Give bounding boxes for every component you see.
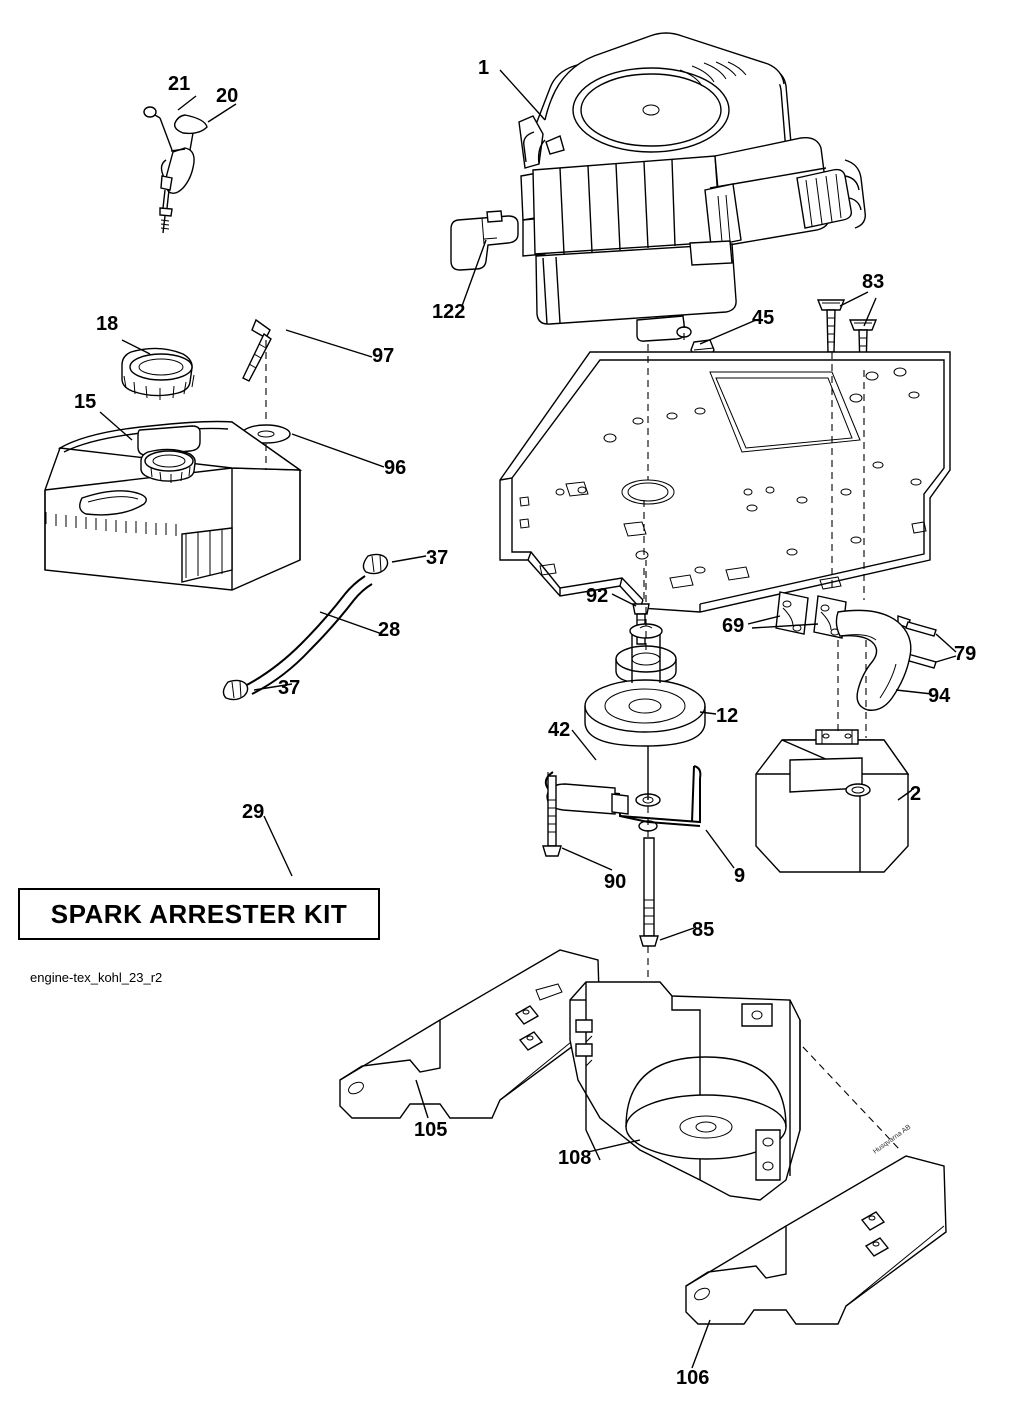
part-42-9-bracket — [546, 766, 701, 831]
part-2-muffler — [756, 730, 908, 872]
fine-print-label: Husqvarna AB — [872, 1123, 913, 1156]
callout-20: 20 — [216, 85, 239, 107]
callout-96: 96 — [384, 457, 407, 479]
callout-28: 28 — [378, 619, 401, 641]
part-12-pulley — [585, 624, 705, 806]
part-engine — [519, 33, 865, 341]
callout-79: 79 — [954, 643, 977, 665]
callout-106: 106 — [676, 1367, 710, 1389]
part-chassis-plate — [500, 352, 950, 612]
part-108-housing — [570, 982, 800, 1200]
callout-85: 85 — [692, 919, 715, 941]
part-85-bolt — [640, 838, 658, 946]
part-18-fuel-cap — [122, 348, 194, 400]
callout-37-lower: 37 — [278, 677, 301, 699]
callout-1: 1 — [478, 57, 490, 79]
callout-29: 29 — [242, 801, 265, 823]
callout-94: 94 — [928, 685, 951, 707]
callout-9: 9 — [734, 865, 746, 887]
callout-37-upper: 37 — [426, 547, 449, 569]
callout-83: 83 — [862, 271, 885, 293]
part-122-bracket — [451, 211, 518, 270]
part-15-fuel-tank — [45, 422, 300, 591]
part-69-gaskets — [776, 592, 846, 638]
callout-69: 69 — [722, 615, 745, 637]
callout-105: 105 — [414, 1119, 448, 1141]
callout-92: 92 — [586, 585, 609, 607]
part-97-screw — [243, 320, 271, 381]
callout-108: 108 — [558, 1147, 592, 1169]
callout-12: 12 — [716, 705, 739, 727]
part-105-shield — [340, 950, 600, 1118]
callout-15: 15 — [74, 391, 97, 413]
callout-2: 2 — [910, 783, 922, 805]
callout-97: 97 — [372, 345, 395, 367]
callout-42: 42 — [548, 719, 571, 741]
spark-arrester-kit-box — [18, 888, 380, 940]
part-94-exhaust-pipe — [836, 610, 910, 710]
part-dipstick-group — [144, 107, 207, 233]
file-code-label: engine-tex_kohl_23_r2 — [30, 970, 163, 985]
callout-90: 90 — [604, 871, 627, 893]
callout-21: 21 — [168, 73, 191, 95]
callout-18: 18 — [96, 313, 119, 335]
spark-arrester-kit-label: SPARK ARRESTER KIT — [50, 898, 348, 929]
callout-122: 122 — [432, 301, 466, 323]
callout-45: 45 — [752, 307, 775, 329]
leader-lines — [100, 70, 956, 1368]
